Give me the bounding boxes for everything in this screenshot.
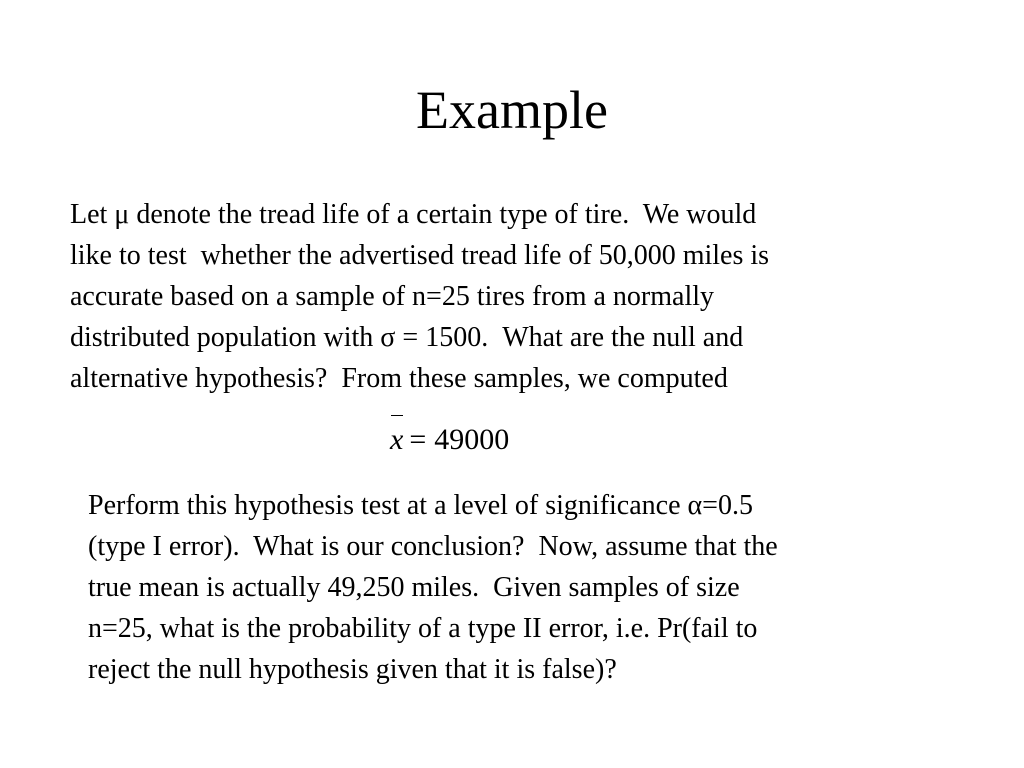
paragraph-line: like to test whether the advertised tread life of 50,000 miles is — [70, 240, 770, 271]
paragraph-line: Let μ denote the tread life of a certain type of tire. We would — [70, 199, 757, 230]
paragraph-line: Perform this hypothesis test at a level of significance α=0.5 — [88, 490, 753, 521]
x-bar-symbol: x — [390, 418, 403, 462]
sample-mean-value: 49000 — [434, 423, 510, 456]
paragraph-line: (type I error). What is our conclusion? Now, assume that the — [88, 531, 778, 562]
paragraph-line: true mean is actually 49,250 miles. Given samples of size — [88, 572, 740, 603]
question-paragraph — [88, 485, 778, 690]
paragraph-line: n=25, what is the probability of a type II error, i.e. Pr(fail to — [88, 613, 758, 644]
equals-sign: = — [409, 423, 427, 456]
sample-mean-formula — [390, 418, 509, 462]
paragraph-line: accurate based on a sample of n=25 tires from a normally — [70, 281, 714, 312]
slide-title: Example — [416, 80, 608, 140]
paragraph-line: distributed population with σ = 1500. What are the null and — [70, 322, 744, 353]
paragraph-line: reject the null hypothesis given that it is false)? — [88, 654, 617, 685]
paragraph-line: alternative hypothesis? From these samples, we computed — [70, 363, 728, 394]
problem-paragraph — [70, 194, 769, 399]
